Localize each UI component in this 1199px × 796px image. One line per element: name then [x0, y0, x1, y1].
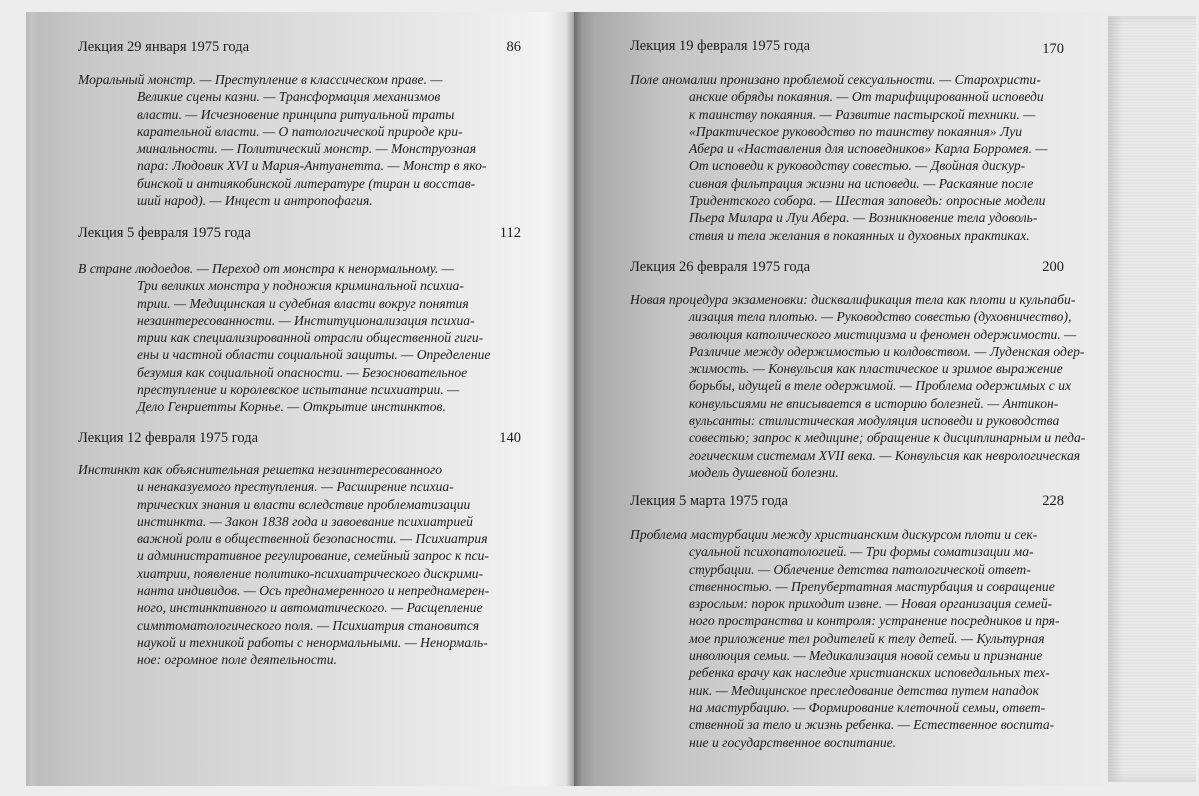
summary-line: и ненаказуемого преступления. — Расширение психиа-: [137, 479, 454, 495]
summary-line: ного, инстинктивного и автоматического. — Расщепление: [137, 600, 483, 616]
summary-line: суальной психопатологией. — Три формы соматизации ма-: [689, 544, 1034, 560]
summary-line: инстинкта. — Закон 1838 года и завоевание психиатрией: [137, 513, 473, 529]
summary-line: «Практическое руководство по таинству покаяния» Луи: [689, 123, 1023, 139]
summary-line: преступление и королевское испытание психиатрии. —: [137, 382, 460, 398]
lecture-summary: [78, 71, 486, 209]
summary-line: гогическим системам XVII века. — Конвульсия как неврологическая: [689, 447, 1081, 463]
summary-line: ние и государственное воспитание.: [689, 734, 897, 750]
summary-line: ребенка врачу как наследие христианских исповедальных тех-: [689, 665, 1050, 681]
summary-line: бинской и антиякобинской литературе (тиран и восстав-: [137, 175, 476, 191]
summary-line: От исповеди к руководству совестью. — Двойная дискур-: [689, 158, 1026, 174]
summary-line: жимость. — Конвульсия как пластическое и зримое выражение: [689, 361, 1063, 377]
summary-line: трии как специализированной отрасли общественной гиги-: [137, 330, 484, 346]
summary-line: Тридентского собора. — Шестая заповедь: опросные модели: [689, 193, 1046, 209]
summary-line: лизация тела плотью. — Руководство совестью (духовничество),: [689, 309, 1072, 325]
summary-line: трии. — Медицинская и судебная власти вокруг понятия: [137, 295, 469, 311]
summary-line: В стране людоедов. — Переход от монстра к ненормальному. —: [78, 261, 454, 276]
summary-line: наукой и техникой работы с ненормальными. — Ненормаль-: [137, 634, 488, 650]
page-number: 112: [499, 225, 521, 241]
summary-line: ственностью. — Препубертатная мастурбация и совращение: [689, 578, 1055, 594]
page-number: 170: [1042, 41, 1064, 57]
summary-line: анские обряды покаяния. — От тарифицированной исповеди: [689, 89, 1044, 105]
summary-line: инволюция семьи. — Медикализация новой семьи и признание: [689, 648, 1043, 664]
summary-line: ственной за тело и жизнь ребенка. — Естественное воспита-: [689, 717, 1055, 733]
summary-line: трических знания и власти вследствие проблематизации: [137, 496, 471, 512]
page-number: 200: [1042, 259, 1064, 275]
lecture-summary: [630, 291, 1085, 481]
summary-line: Абера и «Наставления для исповедников» Карла Борромея. —: [689, 141, 1048, 157]
summary-line: ник. — Медицинское преследование детства путем нападок: [689, 682, 1039, 698]
summary-line: ное: огромное поле деятельности.: [137, 652, 337, 668]
summary-line: Поле аномалии пронизано проблемой сексуальности. — Старохристи-: [630, 72, 1041, 87]
summary-line: безумия как социальной опасности. — Безосновательное: [137, 364, 468, 380]
summary-line: конвульсиями не вписывается в историю болезней. — Антикон-: [689, 395, 1059, 411]
book-spine-shadow: [566, 12, 582, 786]
summary-line: взрослым: порок приходит извне. — Новая организация семей-: [689, 596, 1053, 612]
summary-line: и административное регулирование, семейный запрос к пси-: [137, 548, 489, 564]
summary-line: ший народ). — Инцест и антропофагия.: [137, 193, 373, 209]
lecture-heading: Лекция 26 февраля 1975 года: [630, 259, 811, 275]
lecture-summary: [630, 526, 1059, 751]
summary-line: карательной власти. — О патологической природе кри-: [137, 123, 463, 139]
summary-line: Три великих монстра у подножия криминальной психиа-: [137, 278, 464, 294]
page-edges: [1108, 16, 1196, 782]
summary-line: модель душевной болезни.: [689, 464, 839, 480]
summary-line: нанта индивидов. — Ось преднамеренного и непреднамерен-: [137, 583, 490, 599]
summary-line: Дело Генриетты Корнье. — Открытие инстинктов.: [137, 399, 446, 415]
summary-line: ного пространства и контроля: устранение посредников и пря-: [689, 613, 1060, 629]
summary-line: Новая процедура экзаменовки: дисквалификация тела как плоти и кульпаби-: [630, 292, 1076, 307]
summary-line: Проблема мастурбации между христианским дискурсом плоти и сек-: [630, 527, 1038, 542]
summary-line: вульсанты: стилистическая модуляция исповеди и руководства: [689, 413, 1060, 429]
summary-line: эволюция католического мистицизма и феномен одержимости. —: [689, 326, 1077, 342]
lecture-heading: Лекция 29 января 1975 года: [78, 39, 250, 55]
summary-line: Великие сцены казни. — Трансформация механизмов: [137, 89, 441, 105]
lecture-summary: [78, 461, 489, 669]
summary-line: хиатрии, появление политико-психиатрического дискрими-: [137, 565, 484, 581]
summary-line: Инстинкт как объяснительная решетка незаинтересованного: [78, 462, 443, 477]
summary-line: симптоматологического поля. — Психиатрия становится: [137, 617, 480, 633]
summary-line: минальности. — Политический монстр. — Монструозная: [137, 141, 477, 157]
summary-line: к таинству покаяния. — Развитие пастырской техники. —: [689, 106, 1036, 122]
summary-line: мое приложение тел родителей к телу детей. — Культурная: [689, 630, 1045, 646]
summary-line: незаинтересованности. — Институционализация психиа-: [137, 312, 475, 328]
page-number: 140: [499, 430, 521, 446]
summary-line: важной роли в общественной безопасности. — Психиатрия: [137, 531, 488, 547]
summary-line: борьбы, идущей в теле одержимой. — Проблема одержимых с их: [689, 378, 1072, 394]
page-number: 86: [506, 39, 521, 55]
page-number: 228: [1042, 493, 1064, 509]
lecture-heading: Лекция 19 февраля 1975 года: [630, 38, 811, 54]
summary-line: Различие между одержимостью и колдовством. — Луденская одер-: [689, 343, 1085, 359]
summary-line: совестью; запрос к медицине; обращение к дисциплинарным и педа-: [689, 430, 1086, 446]
summary-line: стурбации. — Облечение детства патологической ответ-: [689, 561, 1031, 577]
lecture-summary: [78, 260, 490, 416]
lecture-heading: Лекция 12 февраля 1975 года: [78, 430, 259, 446]
summary-line: Пьера Милара и Луи Абера. — Возникновение тела удоволь-: [689, 210, 1038, 226]
summary-line: ены и частной области социальной защиты. — Определение: [137, 347, 491, 363]
summary-line: пара: Людовик XVI и Мария-Антуанетта. — Монстр в яко-: [137, 158, 487, 174]
lecture-heading: Лекция 5 марта 1975 года: [630, 493, 788, 509]
summary-line: Моральный монстр. — Преступление в классическом праве. —: [78, 72, 443, 87]
summary-line: ствия и тела желания в покаянных и духовных практиках.: [689, 227, 1030, 243]
summary-line: на мастурбацию. — Формирование клеточной семьи, ответ-: [689, 699, 1046, 715]
lecture-summary: [630, 71, 1048, 244]
lecture-heading: Лекция 5 февраля 1975 года: [78, 225, 251, 241]
summary-line: власти. — Исчезновение принципа ритуальной траты: [137, 106, 455, 122]
summary-line: сивная фильтрация жизни на исповеди. — Раскаяние после: [689, 175, 1034, 191]
